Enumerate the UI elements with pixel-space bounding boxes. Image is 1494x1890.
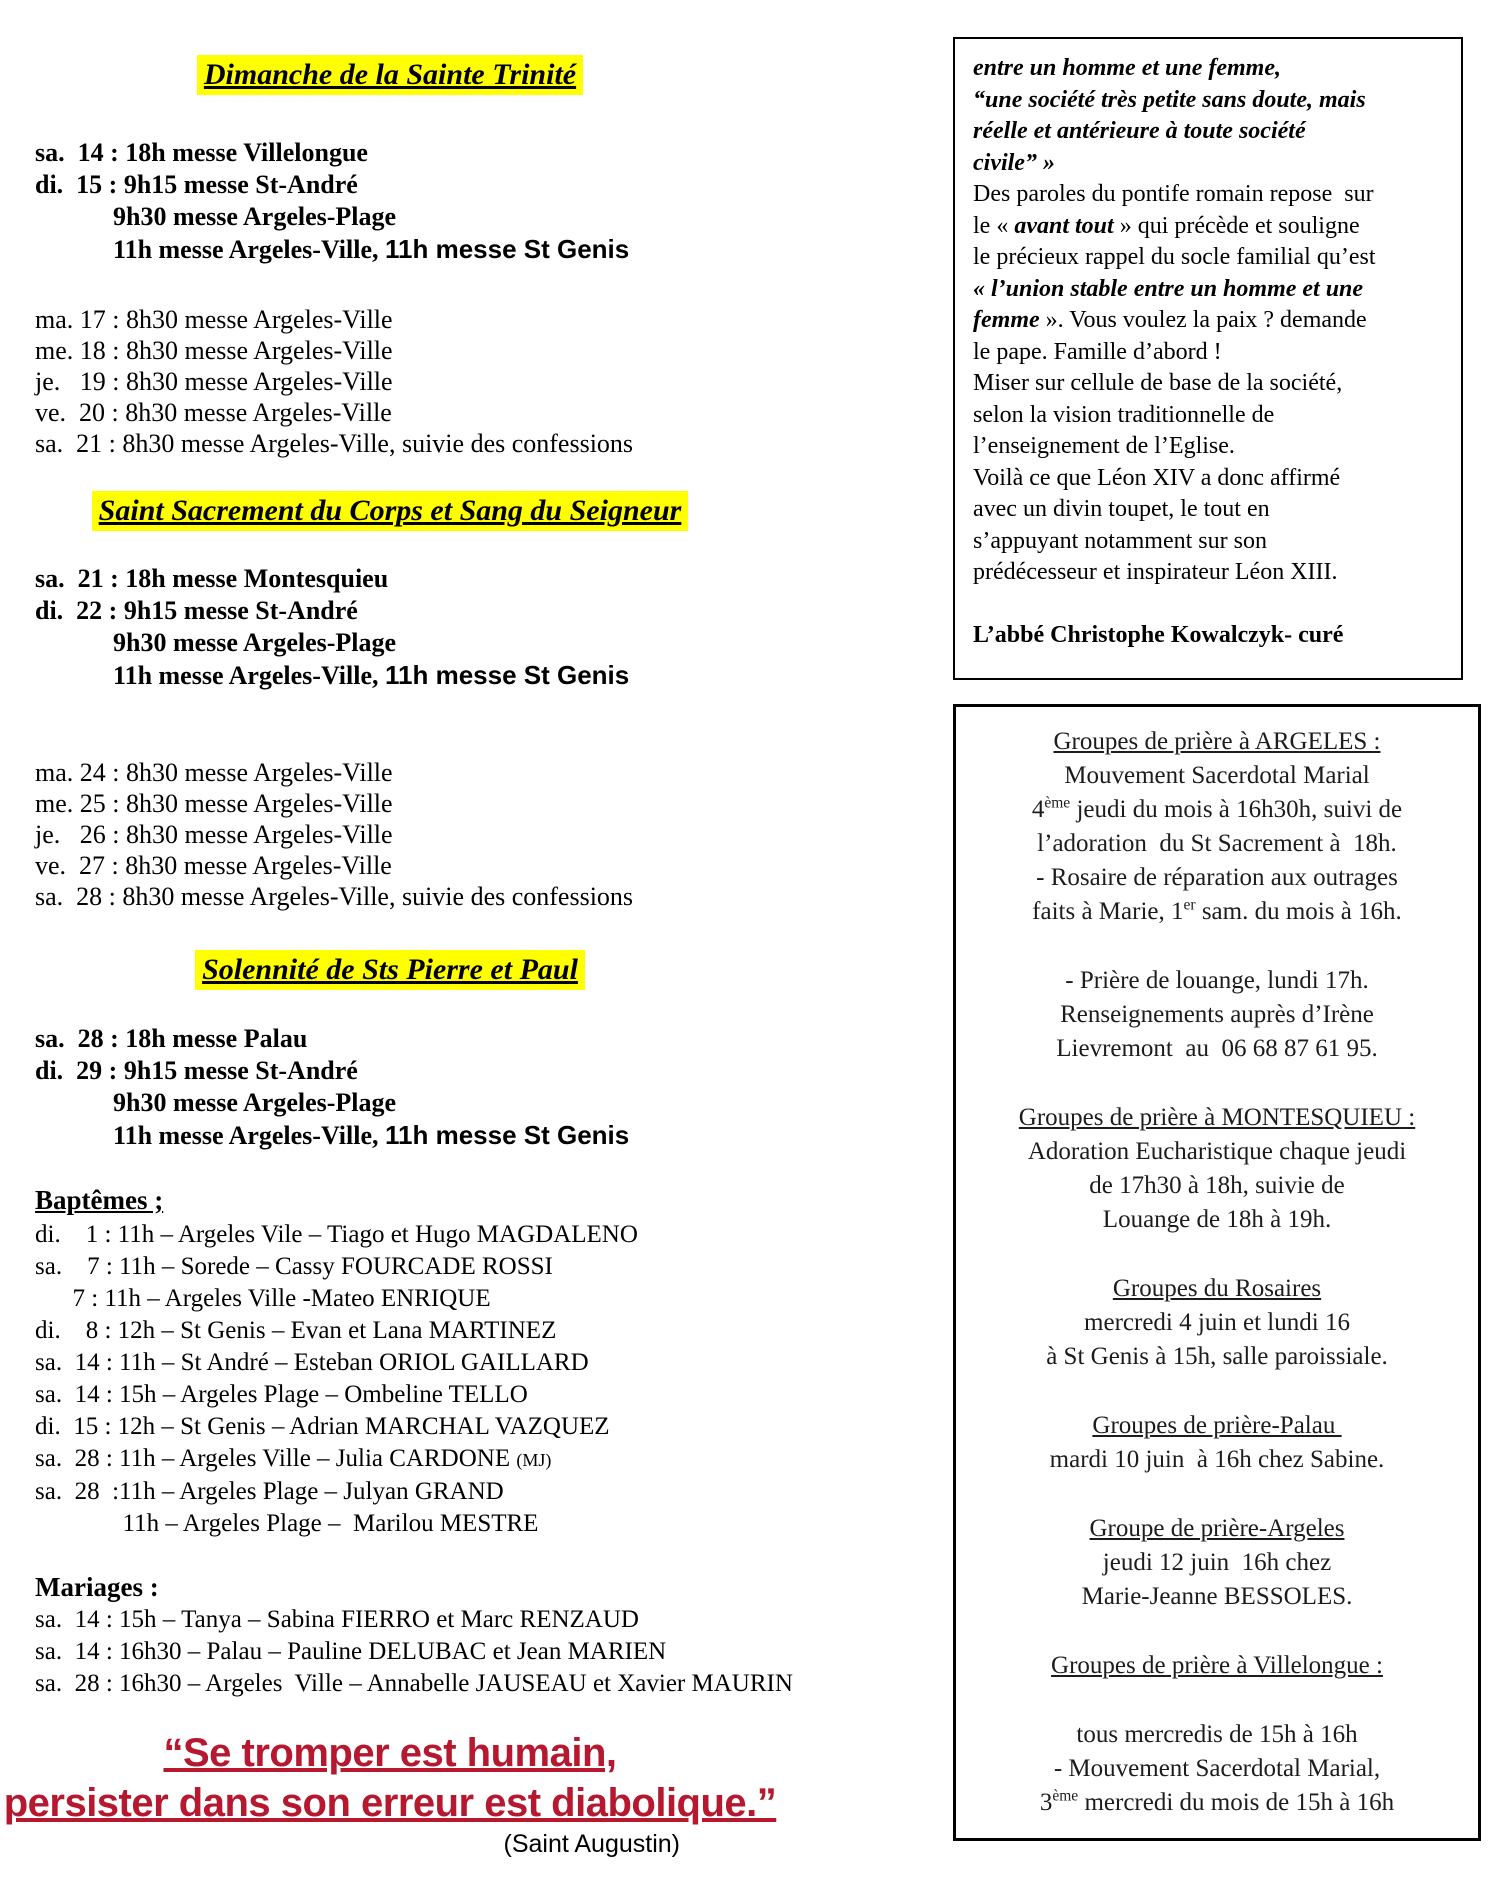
text-line: Groupes de prière-Palau bbox=[1092, 1411, 1342, 1439]
text-line: sa. 14 : 16h30 – Palau – Pauline DELUBAC et Jean MARIEN bbox=[35, 1638, 667, 1665]
text-line: di. 8 : 12h – St Genis – Evan et Lana MARTINEZ bbox=[35, 1317, 557, 1344]
text-line: selon la vision traditionnelle de bbox=[973, 401, 1275, 428]
section-title-wrap-trinite bbox=[0, 55, 780, 95]
text-line: le « avant tout » qui précède et souligne bbox=[973, 212, 1360, 239]
text-line: “une société très petite sans doute, mais bbox=[973, 86, 1366, 113]
text-line: 7 : 11h – Argeles Ville -Mateo ENRIQUE bbox=[35, 1285, 491, 1312]
text-line: femme ». Vous voulez la paix ? demande bbox=[973, 307, 1367, 333]
prayer-groups-box bbox=[953, 704, 1481, 1841]
text-line bbox=[960, 1237, 1474, 1272]
text-line: ve. 27 : 8h30 messe Argeles-Ville bbox=[35, 851, 392, 880]
weekday-lines-trinite bbox=[35, 304, 825, 459]
section-title-pierre-paul: Solennité de Sts Pierre et Paul bbox=[195, 950, 585, 990]
mass-lines-trinite bbox=[35, 137, 825, 266]
right-column bbox=[953, 37, 1485, 1841]
text-line: avec un divin toupet, le tout en bbox=[973, 496, 1270, 522]
text-line bbox=[960, 1066, 1474, 1101]
text-line: sa. 14 : 18h messe Villelongue bbox=[35, 138, 368, 167]
text-line: Marie-Jeanne BESSOLES. bbox=[1081, 1582, 1353, 1610]
text-line: sa. 28 :11h – Argeles Plage – Julyan GRAND bbox=[35, 1478, 504, 1505]
text-line: le précieux rappel du socle familial qu’est bbox=[973, 244, 1376, 270]
text-line: 9h30 messe Argeles-Plage bbox=[35, 202, 397, 231]
text-line: Voilà ce que Léon XIV a donc affirmé bbox=[973, 464, 1341, 491]
text-line: 9h30 messe Argeles-Plage bbox=[35, 1088, 397, 1117]
text-line: 9h30 messe Argeles-Plage bbox=[35, 628, 397, 657]
text-line: mercredi 4 juin et lundi 16 bbox=[1084, 1308, 1350, 1336]
text-line: di. 15 : 9h15 messe St-André bbox=[35, 170, 358, 199]
text-line: Miser sur cellule de base de la société, bbox=[973, 370, 1343, 396]
text-line: sa. 28 : 16h30 – Argeles Ville – Annabelle JAUSEAU et Xavier MAURIN bbox=[35, 1670, 793, 1697]
text-line: l’enseignement de l’Eglise. bbox=[973, 433, 1235, 459]
baptemes-heading: Baptêmes ; bbox=[35, 1185, 164, 1215]
text-line: Groupe de prière-Argeles bbox=[1089, 1514, 1345, 1542]
text-line: s’appuyant notamment sur son bbox=[973, 527, 1267, 554]
text-line bbox=[960, 929, 1474, 964]
text-line: - Mouvement Sacerdotal Marial, bbox=[1053, 1754, 1381, 1782]
quote-line-1: “Se tromper est humain, bbox=[163, 1731, 617, 1775]
mass-lines-pierre-paul bbox=[35, 1023, 825, 1152]
text-line: di. 29 : 9h15 messe St-André bbox=[35, 1056, 358, 1085]
mariages-heading: Mariages : bbox=[35, 1572, 159, 1602]
section-title-sacrement: Saint Sacrement du Corps et Sang du Seigneur bbox=[92, 491, 689, 531]
text-line: sa. 7 : 11h – Sorede – Cassy FOURCADE ROSSI bbox=[35, 1253, 553, 1280]
text-line: civile” » bbox=[973, 149, 1055, 176]
text-line: Louange de 18h à 19h. bbox=[1102, 1205, 1332, 1233]
text-line: me. 25 : 8h30 messe Argeles-Ville bbox=[35, 789, 393, 818]
text-line: faits à Marie, 1er sam. du mois à 16h. bbox=[1032, 896, 1402, 925]
text-line bbox=[960, 1614, 1474, 1649]
text-line: entre un homme et une femme, bbox=[973, 55, 1281, 81]
text-line: Mouvement Sacerdotal Marial bbox=[1064, 761, 1370, 789]
text-line: mardi 10 juin à 16h chez Sabine. bbox=[1049, 1445, 1385, 1473]
text-line: Groupes de prière à Villelongue : bbox=[1051, 1651, 1383, 1679]
text-line bbox=[960, 1683, 1474, 1718]
mass-lines-sacrement bbox=[35, 563, 825, 692]
text-line: sa. 21 : 8h30 messe Argeles-Ville, suivie des confessions bbox=[35, 429, 634, 458]
text-line: - Rosaire de réparation aux outrages bbox=[1036, 863, 1398, 891]
text-line: le pape. Famille d’abord ! bbox=[973, 338, 1222, 365]
text-line: je. 26 : 8h30 messe Argeles-Ville bbox=[35, 820, 393, 849]
quote-line-2: persister dans son erreur est diabolique.” bbox=[3, 1781, 777, 1825]
text-line: l’adoration du St Sacrement à 18h. bbox=[1037, 829, 1397, 857]
text-line: 3ème mercredi du mois de 15h à 16h bbox=[1039, 1787, 1395, 1816]
text-line: jeudi 12 juin 16h chez bbox=[1102, 1548, 1332, 1576]
text-line: 11h messe Argeles-Ville, 11h messe St Genis bbox=[35, 660, 630, 690]
text-line: di. 15 : 12h – St Genis – Adrian MARCHAL VAZQUEZ bbox=[35, 1413, 610, 1440]
text-line: réelle et antérieure à toute société bbox=[973, 118, 1306, 144]
pastor-message-box bbox=[953, 37, 1463, 680]
section-title-trinite: Dimanche de la Sainte Trinité bbox=[197, 55, 583, 95]
text-line: ve. 20 : 8h30 messe Argeles-Ville bbox=[35, 398, 392, 427]
text-line: sa. 14 : 11h – St André – Esteban ORIOL GAILLARD bbox=[35, 1349, 589, 1376]
text-line: Groupes de prière à MONTESQUIEU : bbox=[1018, 1103, 1416, 1131]
text-line bbox=[960, 1374, 1474, 1409]
text-line: de 17h30 à 18h, suivie de bbox=[1089, 1171, 1345, 1199]
text-line: 11h – Argeles Plage – Marilou MESTRE bbox=[35, 1510, 539, 1537]
text-line: « l’union stable entre un homme et une bbox=[973, 275, 1364, 302]
quote-block bbox=[0, 1728, 780, 1860]
text-line: sa. 14 : 15h – Tanya – Sabina FIERRO et Marc RENZAUD bbox=[35, 1606, 639, 1633]
text-line: tous mercredis de 15h à 16h bbox=[1076, 1720, 1358, 1748]
text-line: L’abbé Christophe Kowalczyk- curé bbox=[973, 622, 1344, 648]
section-title-wrap-pierre-paul bbox=[0, 950, 780, 990]
text-line: ma. 17 : 8h30 messe Argeles-Ville bbox=[35, 305, 393, 334]
text-line: sa. 28 : 8h30 messe Argeles-Ville, suivie des confessions bbox=[35, 882, 634, 911]
text-line: me. 18 : 8h30 messe Argeles-Ville bbox=[35, 336, 393, 365]
text-line: Lievremont au 06 68 87 61 95. bbox=[1056, 1034, 1378, 1062]
section-title-wrap-sacrement bbox=[0, 491, 780, 531]
text-line bbox=[960, 1477, 1474, 1512]
text-line: à St Genis à 15h, salle paroissiale. bbox=[1046, 1342, 1388, 1370]
text-line: di. 1 : 11h – Argeles Vile – Tiago et Hugo MAGDALENO bbox=[35, 1221, 638, 1248]
text-line: sa. 21 : 18h messe Montesquieu bbox=[35, 564, 389, 593]
text-line: Des paroles du pontife romain repose sur bbox=[973, 181, 1374, 207]
text-line: - Prière de louange, lundi 17h. bbox=[1065, 966, 1369, 994]
quote-attribution: (Saint Augustin) bbox=[503, 1830, 680, 1858]
text-line: 11h messe Argeles-Ville, 11h messe St Genis bbox=[35, 1120, 630, 1150]
text-line: je. 19 : 8h30 messe Argeles-Ville bbox=[35, 367, 393, 396]
text-line: sa. 28 : 18h messe Palau bbox=[35, 1024, 308, 1053]
baptemes-list bbox=[35, 1219, 825, 1540]
text-line: sa. 14 : 15h – Argeles Plage – Ombeline TELLO bbox=[35, 1381, 528, 1408]
text-line: sa. 28 : 11h – Argeles Ville – Julia CARDONE (MJ) bbox=[35, 1445, 552, 1472]
text-line: prédécesseur et inspirateur Léon XIII. bbox=[973, 559, 1338, 585]
text-line bbox=[973, 589, 1449, 621]
text-line: Groupes du Rosaires bbox=[1112, 1274, 1322, 1302]
text-line: 11h messe Argeles-Ville, 11h messe St Genis bbox=[35, 234, 630, 264]
text-line: Renseignements auprès d’Irène bbox=[1060, 1000, 1374, 1028]
text-line: ma. 24 : 8h30 messe Argeles-Ville bbox=[35, 758, 393, 787]
text-line: di. 22 : 9h15 messe St-André bbox=[35, 596, 358, 625]
text-line: Groupes de prière à ARGELES : bbox=[1053, 727, 1381, 755]
text-line: Adoration Eucharistique chaque jeudi bbox=[1027, 1137, 1407, 1165]
weekday-lines-sacrement bbox=[35, 757, 825, 912]
text-line: 4ème jeudi du mois à 16h30h, suivi de bbox=[1031, 794, 1403, 823]
mariages-list bbox=[35, 1604, 825, 1700]
